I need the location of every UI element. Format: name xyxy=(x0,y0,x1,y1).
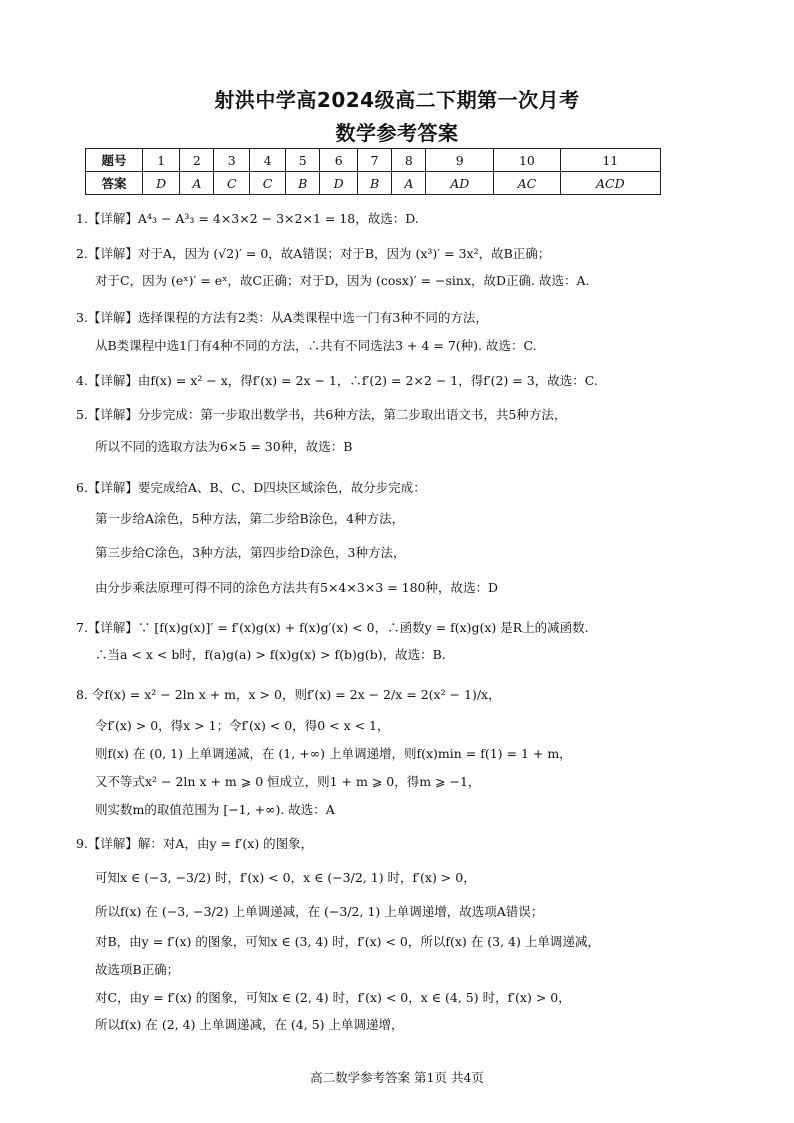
table-cell: D xyxy=(320,172,357,195)
solution-9-cont-1: 可知x ∈ (−3, −3/2) 时，f′(x) < 0，x ∈ (−3/2, 1) 时，f′(x) > 0， xyxy=(95,870,476,885)
table-cell: 10 xyxy=(494,149,560,172)
solution-9-cont-4: 故选项B正确； xyxy=(95,962,180,977)
table-cell: 4 xyxy=(250,149,286,172)
table-cell: A xyxy=(180,172,214,195)
solution-1: 1.【详解】A⁴₃ − A³₃ = 4×3×2 − 3×2×1 = 18，故选：D. xyxy=(76,211,419,226)
solution-8-cont-3: 又不等式x² − 2ln x + m ⩾ 0 恒成立，则1 + m ⩾ 0，得m ⩾ −1， xyxy=(95,774,481,789)
solution-3-cont: 从B类课程中选1门有4种不同的方法，∴共有不同选法3 + 4 = 7(种). 故选：C. xyxy=(95,338,537,353)
table-row-numbers xyxy=(86,149,661,172)
table-cell: A xyxy=(392,172,426,195)
table-cell: B xyxy=(285,172,320,195)
page-subtitle: 数学参考答案 xyxy=(335,121,459,145)
table-cell: ACD xyxy=(560,172,660,195)
table-cell: 3 xyxy=(214,149,250,172)
solution-9-cont-5: 对C，由y = f′(x) 的图象，可知x ∈ (2, 4) 时，f′(x) < 0，x ∈ (4, 5) 时，f′(x) > 0， xyxy=(95,990,571,1005)
table-cell: C xyxy=(214,172,250,195)
table-cell: 5 xyxy=(285,149,320,172)
table-cell: 7 xyxy=(357,149,392,172)
solution-6-cont-1: 第一步给A涂色，5种方法，第二步给B涂色，4种方法， xyxy=(95,511,405,526)
solution-6-cont-3: 由分步乘法原理可得不同的涂色方法共有5×4×3×3 = 180种，故选：D xyxy=(95,580,499,595)
solution-3: 3.【详解】选择课程的方法有2类：从A类课程中选一门有3种不同的方法， xyxy=(76,310,488,325)
solution-8-cont-1: 令f′(x) > 0，得x > 1；令f′(x) < 0，得0 < x < 1， xyxy=(95,718,390,733)
solution-8-cont-4: 则实数m的取值范围为 [−1, +∞). 故选：A xyxy=(95,802,335,817)
solution-2-cont: 对于C，因为 (eˣ)′ = eˣ，故C正确；对于D，因为 (cosx)′ = −sinx，故D正确. 故选：A. xyxy=(95,273,590,288)
table-cell: C xyxy=(250,172,286,195)
solution-9: 9.【详解】解：对A，由y = f′(x) 的图象， xyxy=(76,836,314,851)
solution-8: 8. 令f(x) = x² − 2ln x + m，x > 0，则f′(x) = 2x − 2/x = 2(x² − 1)/x， xyxy=(76,687,501,702)
row-label-number: 题号 xyxy=(86,149,143,172)
solution-6: 6.【详解】要完成给A、B、C、D四块区域涂色，故分步完成： xyxy=(76,480,426,495)
solution-7-cont: ∴当a < x < b时，f(a)g(a) > f(x)g(x) > f(b)g(b)，故选：B. xyxy=(95,647,446,662)
table-cell: 8 xyxy=(392,149,426,172)
solution-9-cont-3: 对B，由y = f′(x) 的图象，可知x ∈ (3, 4) 时，f′(x) < 0，所以f(x) 在 (3, 4) 上单调递减， xyxy=(95,934,600,949)
table-row-answers xyxy=(86,172,661,195)
answer-table xyxy=(85,148,661,195)
solution-4: 4.【详解】由f(x) = x² − x，得f′(x) = 2x − 1，∴f′(2) = 2×2 − 1，得f′(2) = 3，故选：C. xyxy=(76,373,598,388)
solution-6-cont-2: 第三步给C涂色，3种方法，第四步给D涂色，3种方法， xyxy=(95,545,406,560)
solution-7: 7.【详解】∵ [f(x)g(x)]′ = f′(x)g(x) + f(x)g′(x) < 0，∴函数y = f(x)g(x) 是R上的减函数. xyxy=(76,620,589,635)
table-cell: B xyxy=(357,172,392,195)
table-cell: D xyxy=(143,172,180,195)
table-cell: AD xyxy=(426,172,494,195)
solution-5: 5.【详解】分步完成：第一步取出数学书，共6种方法，第二步取出语文书，共5种方法， xyxy=(76,407,567,422)
page-title: 射洪中学高2024级高二下期第一次月考 xyxy=(214,88,580,112)
table-cell: 1 xyxy=(143,149,180,172)
row-label-answer: 答案 xyxy=(86,172,143,195)
solution-5-cont: 所以不同的选取方法为6×5 = 30种，故选：B xyxy=(95,439,353,454)
solution-9-cont-2: 所以f(x) 在 (−3, −3/2) 上单调递减，在 (−3/2, 1) 上单调递增，故选项A错误； xyxy=(95,904,544,919)
page-footer: 高二数学参考答案 第1页 共4页 xyxy=(310,1070,484,1085)
table-cell: 11 xyxy=(560,149,660,172)
solution-8-cont-2: 则f(x) 在 (0, 1) 上单调递减，在 (1, +∞) 上单调递增，则f(x)min = f(1) = 1 + m， xyxy=(95,746,572,761)
table-cell: AC xyxy=(494,172,560,195)
table-cell: 6 xyxy=(320,149,357,172)
solution-2: 2.【详解】对于A，因为 (√2)′ = 0，故A错误；对于B，因为 (x³)′ = 3x²，故B正确； xyxy=(76,246,551,261)
table-cell: 2 xyxy=(180,149,214,172)
solution-9-cont-6: 所以f(x) 在 (2, 4) 上单调递减，在 (4, 5) 上单调递增， xyxy=(95,1017,404,1032)
table-cell: 9 xyxy=(426,149,494,172)
